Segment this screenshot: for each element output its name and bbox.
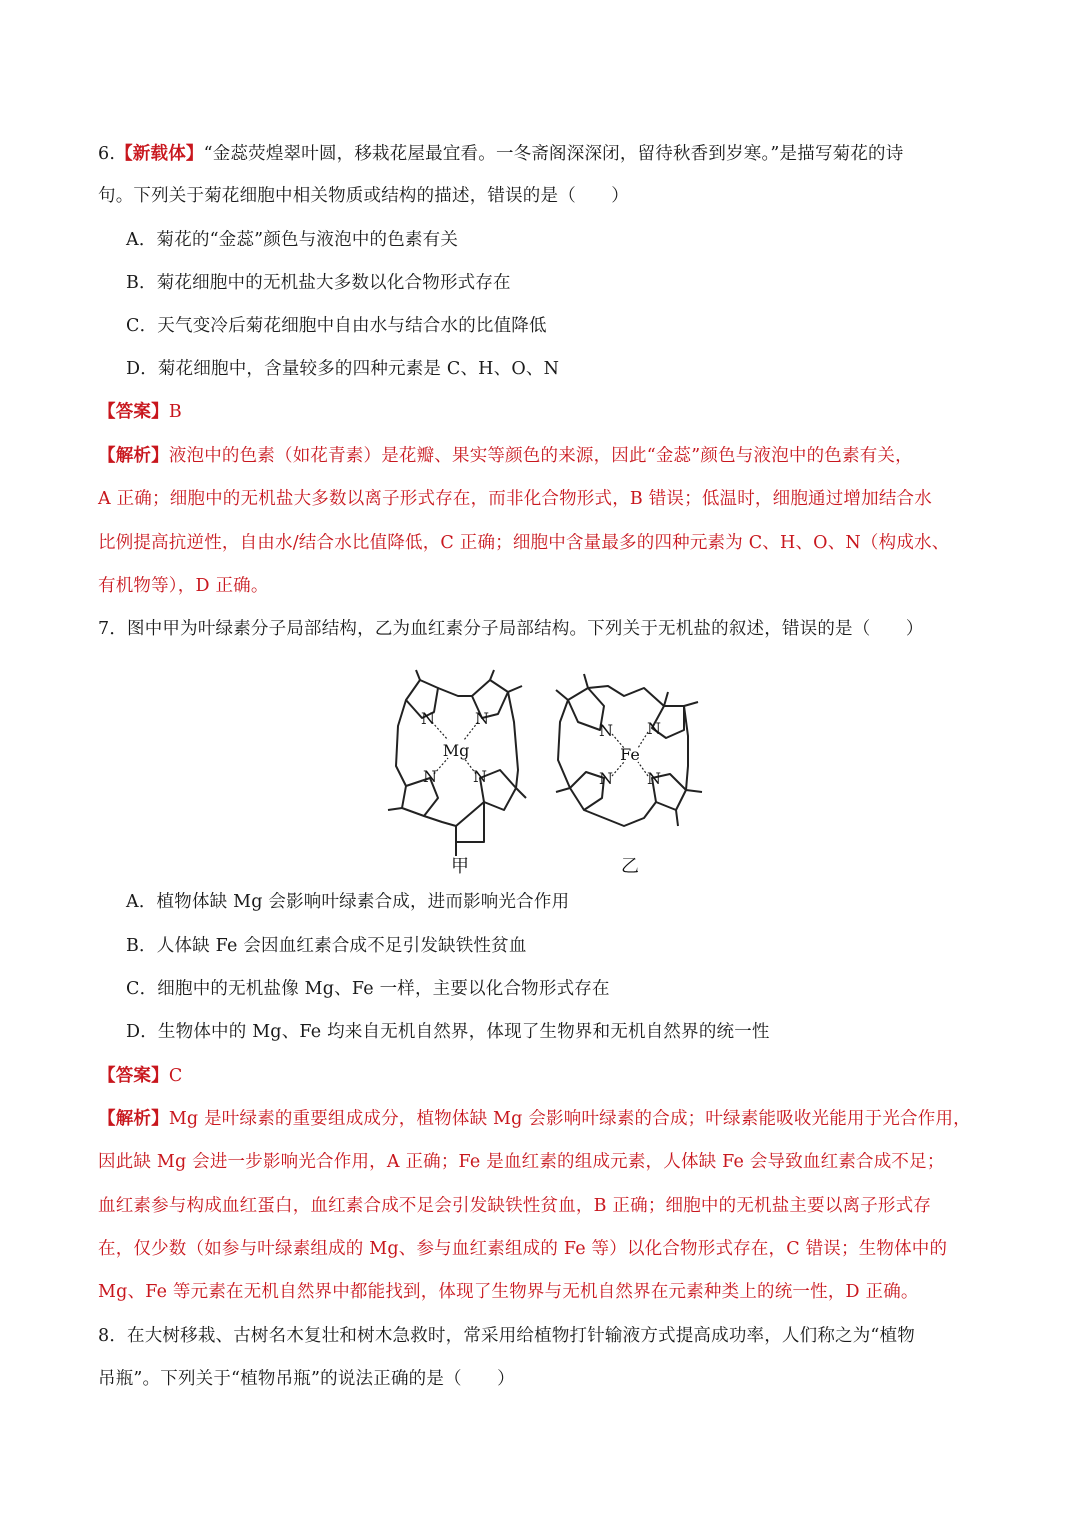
q6-answer-value: B: [168, 402, 182, 422]
q7-answer-value: C: [168, 1066, 183, 1086]
q6-answer: [98, 400, 988, 424]
q7-option-d: D．生物体中的 Mg、Fe 均来自无机自然界，体现了生物界和无机自然界的统一性: [126, 1022, 770, 1042]
chlorophyll-structure: [388, 670, 526, 856]
q6-option-c: C．天气变冷后菊花细胞中自由水与结合水的比值降低: [126, 316, 547, 336]
q6-option-b: B．菊花细胞中的无机盐大多数以化合物形式存在: [126, 273, 511, 293]
q6-analysis-text-1: 液泡中的色素（如花青素）是花瓣、果实等颜色的来源，因此“金蕊”颜色与液泡中的色素有关，: [168, 446, 913, 466]
q7-answer: [98, 1064, 988, 1088]
left-caption: 甲: [451, 856, 469, 876]
molecule-figure: [372, 666, 712, 876]
q6-tag: 【新载体】: [115, 144, 204, 164]
q6-option-a: A．菊花的“金蕊”颜色与液泡中的色素有关: [126, 230, 459, 250]
q6-option-d: D．菊花细胞中，含量较多的四种元素是 C、H、O、N: [126, 359, 560, 379]
q6-analysis-line-1: [98, 444, 988, 468]
q7-analysis-label: 【解析】: [98, 1109, 169, 1129]
left-atom-n-3: N: [423, 767, 437, 786]
right-atom-n-2: N: [647, 719, 661, 738]
right-atom-n-1: N: [599, 721, 613, 740]
q6-analysis-line-4: 有机物等），D 正确。: [98, 576, 269, 596]
q6-analysis-line-3: 比例提高抗逆性，自由水/结合水比值降低，C 正确；细胞中含量最多的四种元素为 C、H、O、N（构成水、: [98, 533, 950, 553]
q8-stem-line-1: 8．在大树移栽、古树名木复壮和树木急救时，常采用给植物打针输液方式提高成功率，人们称之为“植物: [98, 1326, 915, 1346]
q6-stem-line-1: [98, 142, 988, 166]
left-atom-mg: Mg: [442, 741, 470, 760]
q6-stem-text-1: “金蕊荧煌翠叶圆，移栽花屋最宜看。一冬斋阁深深闭，留待秋香到岁寒。”是描写菊花的诗: [203, 144, 904, 164]
q7-analysis-text-1: Mg 是叶绿素的重要组成成分，植物体缺 Mg 会影响叶绿素的合成；叶绿素能吸收光能用于光合作用，: [168, 1109, 971, 1129]
q7-option-b: B．人体缺 Fe 会因血红素合成不足引发缺铁性贫血: [126, 936, 527, 956]
right-atom-n-4: N: [647, 769, 661, 788]
right-caption: 乙: [621, 856, 639, 876]
right-atom-fe: Fe: [620, 745, 640, 764]
q6-number: 6.: [98, 144, 116, 164]
q7-analysis-line-5: Mg、Fe 等元素在无机自然界中都能找到，体现了生物界与无机自然界在元素种类上的统一性，D 正确。: [98, 1282, 919, 1302]
q6-analysis-label: 【解析】: [98, 446, 169, 466]
q7-analysis-line-2: 因此缺 Mg 会进一步影响光合作用，A 正确；Fe 是血红素的组成元素，人体缺 Fe 会导致血红素合成不足；: [98, 1152, 945, 1172]
left-atom-n-1: N: [421, 709, 435, 728]
q7-analysis-line-3: 血红素参与构成血红蛋白，血红素合成不足会引发缺铁性贫血，B 正确；细胞中的无机盐主要以离子形式存: [98, 1196, 932, 1216]
q7-analysis-line-1: [98, 1107, 988, 1131]
q7-stem: 7．图中甲为叶绿素分子局部结构，乙为血红素分子局部结构。下列关于无机盐的叙述，错误的是（ ）: [98, 619, 924, 639]
q7-option-a: A．植物体缺 Mg 会影响叶绿素合成，进而影响光合作用: [126, 892, 570, 912]
q7-answer-label: 【答案】: [98, 1066, 169, 1086]
q7-analysis-line-4: 在，仅少数（如参与叶绿素组成的 Mg、参与血红素组成的 Fe 等）以化合物形式存在，C 错误；生物体中的: [98, 1239, 948, 1259]
left-atom-n-4: N: [473, 767, 487, 786]
q6-analysis-line-2: A 正确；细胞中的无机盐大多数以离子形式存在，而非化合物形式，B 错误；低温时，细胞通过增加结合水: [98, 489, 932, 509]
q8-stem-line-2: 吊瓶”。下列关于“植物吊瓶”的说法正确的是（ ）: [98, 1369, 515, 1389]
q6-answer-label: 【答案】: [98, 402, 169, 422]
q7-option-c: C．细胞中的无机盐像 Mg、Fe 一样，主要以化合物形式存在: [126, 979, 610, 999]
left-atom-n-2: N: [475, 709, 489, 728]
q6-stem-line-2: 句。下列关于菊花细胞中相关物质或结构的描述，错误的是（ ）: [98, 186, 629, 206]
molecule-structures-svg: [372, 666, 712, 876]
right-atom-n-3: N: [599, 769, 613, 788]
